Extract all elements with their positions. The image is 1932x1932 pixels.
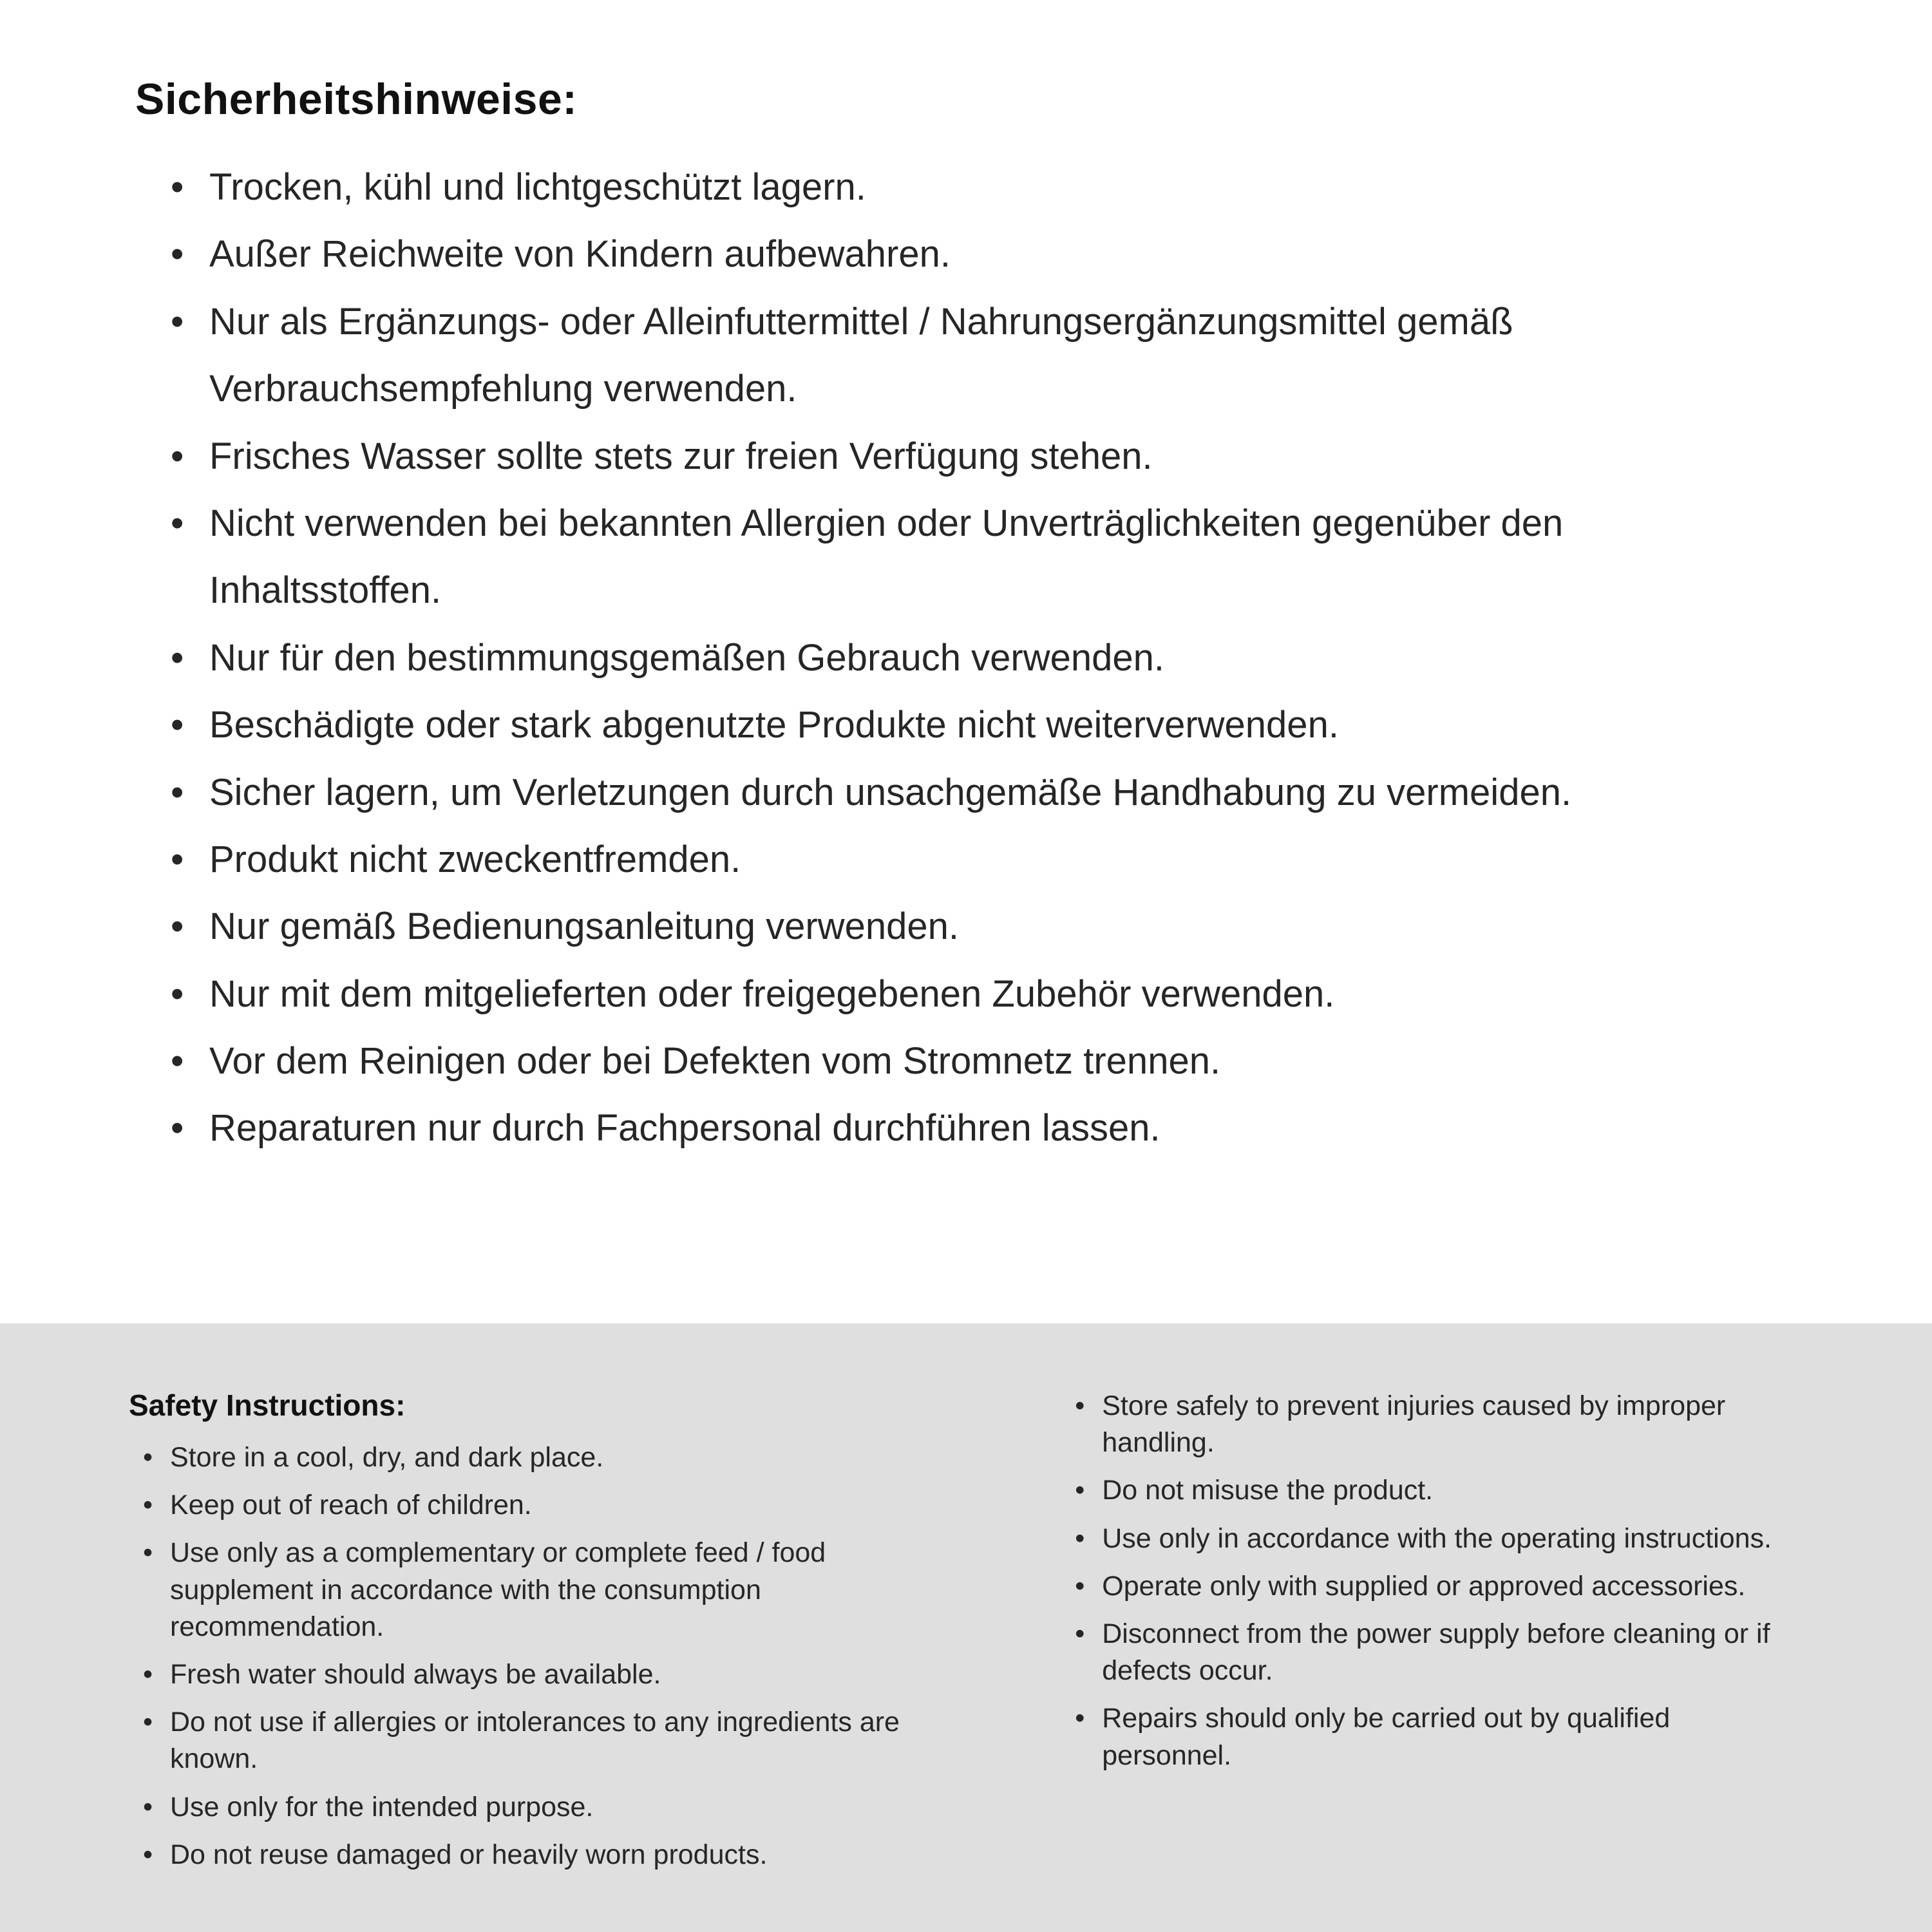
list-item: • Use only as a complementary or complete feed / food supplement in accordance with the consumption recommendation.	[143, 1535, 903, 1645]
list-item: • Disconnect from the power supply before cleaning or if defects occur.	[1075, 1616, 1796, 1689]
list-item: • Vor dem Reinigen oder bei Defekten vom Stromnetz trennen.	[171, 1028, 1665, 1095]
list-item: • Repairs should only be carried out by qualified personnel.	[1075, 1700, 1796, 1774]
list-item: • Produkt nicht zweckentfremden.	[171, 826, 1665, 893]
list-item: • Außer Reichweite von Kindern aufbewahren.	[171, 221, 1665, 288]
list-item: • Use only for the intended purpose.	[143, 1789, 903, 1826]
english-left-column	[129, 1388, 1004, 1884]
list-item: • Nur als Ergänzungs- oder Alleinfuttermittel / Nahrungsergänzungsmittel gemäß Verbrauchsempfehlung verwenden.	[171, 289, 1665, 423]
list-item: • Nur mit dem mitgelieferten oder freigegebenen Zubehör verwenden.	[171, 961, 1665, 1028]
german-section-title: Sicherheitshinweise:	[135, 75, 578, 124]
english-section-title: Safety Instructions:	[129, 1388, 406, 1422]
list-item: • Store safely to prevent injuries caused by improper handling.	[1075, 1388, 1796, 1461]
english-section	[0, 1323, 1932, 1932]
list-item: • Reparaturen nur durch Fachpersonal durchführen lassen.	[171, 1095, 1665, 1162]
list-item: • Do not misuse the product.	[1075, 1472, 1796, 1509]
list-item: • Nur gemäß Bedienungsanleitung verwenden.	[171, 893, 1665, 960]
list-item: • Beschädigte oder stark abgenutzte Produkte nicht weiterverwenden.	[171, 692, 1665, 759]
list-item: • Fresh water should always be available.	[143, 1656, 903, 1693]
list-item: • Keep out of reach of children.	[143, 1487, 903, 1524]
english-instruction-list-left	[129, 1439, 903, 1873]
list-item: • Frisches Wasser sollte stets zur freien Verfügung stehen.	[171, 423, 1665, 490]
list-item: • Nur für den bestimmungsgemäßen Gebrauch verwenden.	[171, 625, 1665, 692]
list-item: • Do not use if allergies or intolerances to any ingredients are known.	[143, 1704, 903, 1777]
german-instruction-list	[135, 154, 1665, 1162]
list-item: • Use only in accordance with the operating instructions.	[1075, 1520, 1796, 1557]
list-item: • Store in a cool, dry, and dark place.	[143, 1439, 903, 1476]
list-item: • Sicher lagern, um Verletzungen durch unsachgemäße Handhabung zu vermeiden.	[171, 759, 1665, 826]
list-item: • Operate only with supplied or approved accessories.	[1075, 1568, 1796, 1605]
list-item: • Nicht verwenden bei bekannten Allergien oder Unverträglichkeiten gegenüber den Inhaltsstoffen.	[171, 490, 1665, 625]
english-instruction-list-right	[1075, 1388, 1796, 1774]
list-item: • Trocken, kühl und lichtgeschützt lagern.	[171, 154, 1665, 221]
list-item: • Do not reuse damaged or heavily worn products.	[143, 1837, 903, 1873]
english-right-column	[1075, 1388, 1829, 1785]
